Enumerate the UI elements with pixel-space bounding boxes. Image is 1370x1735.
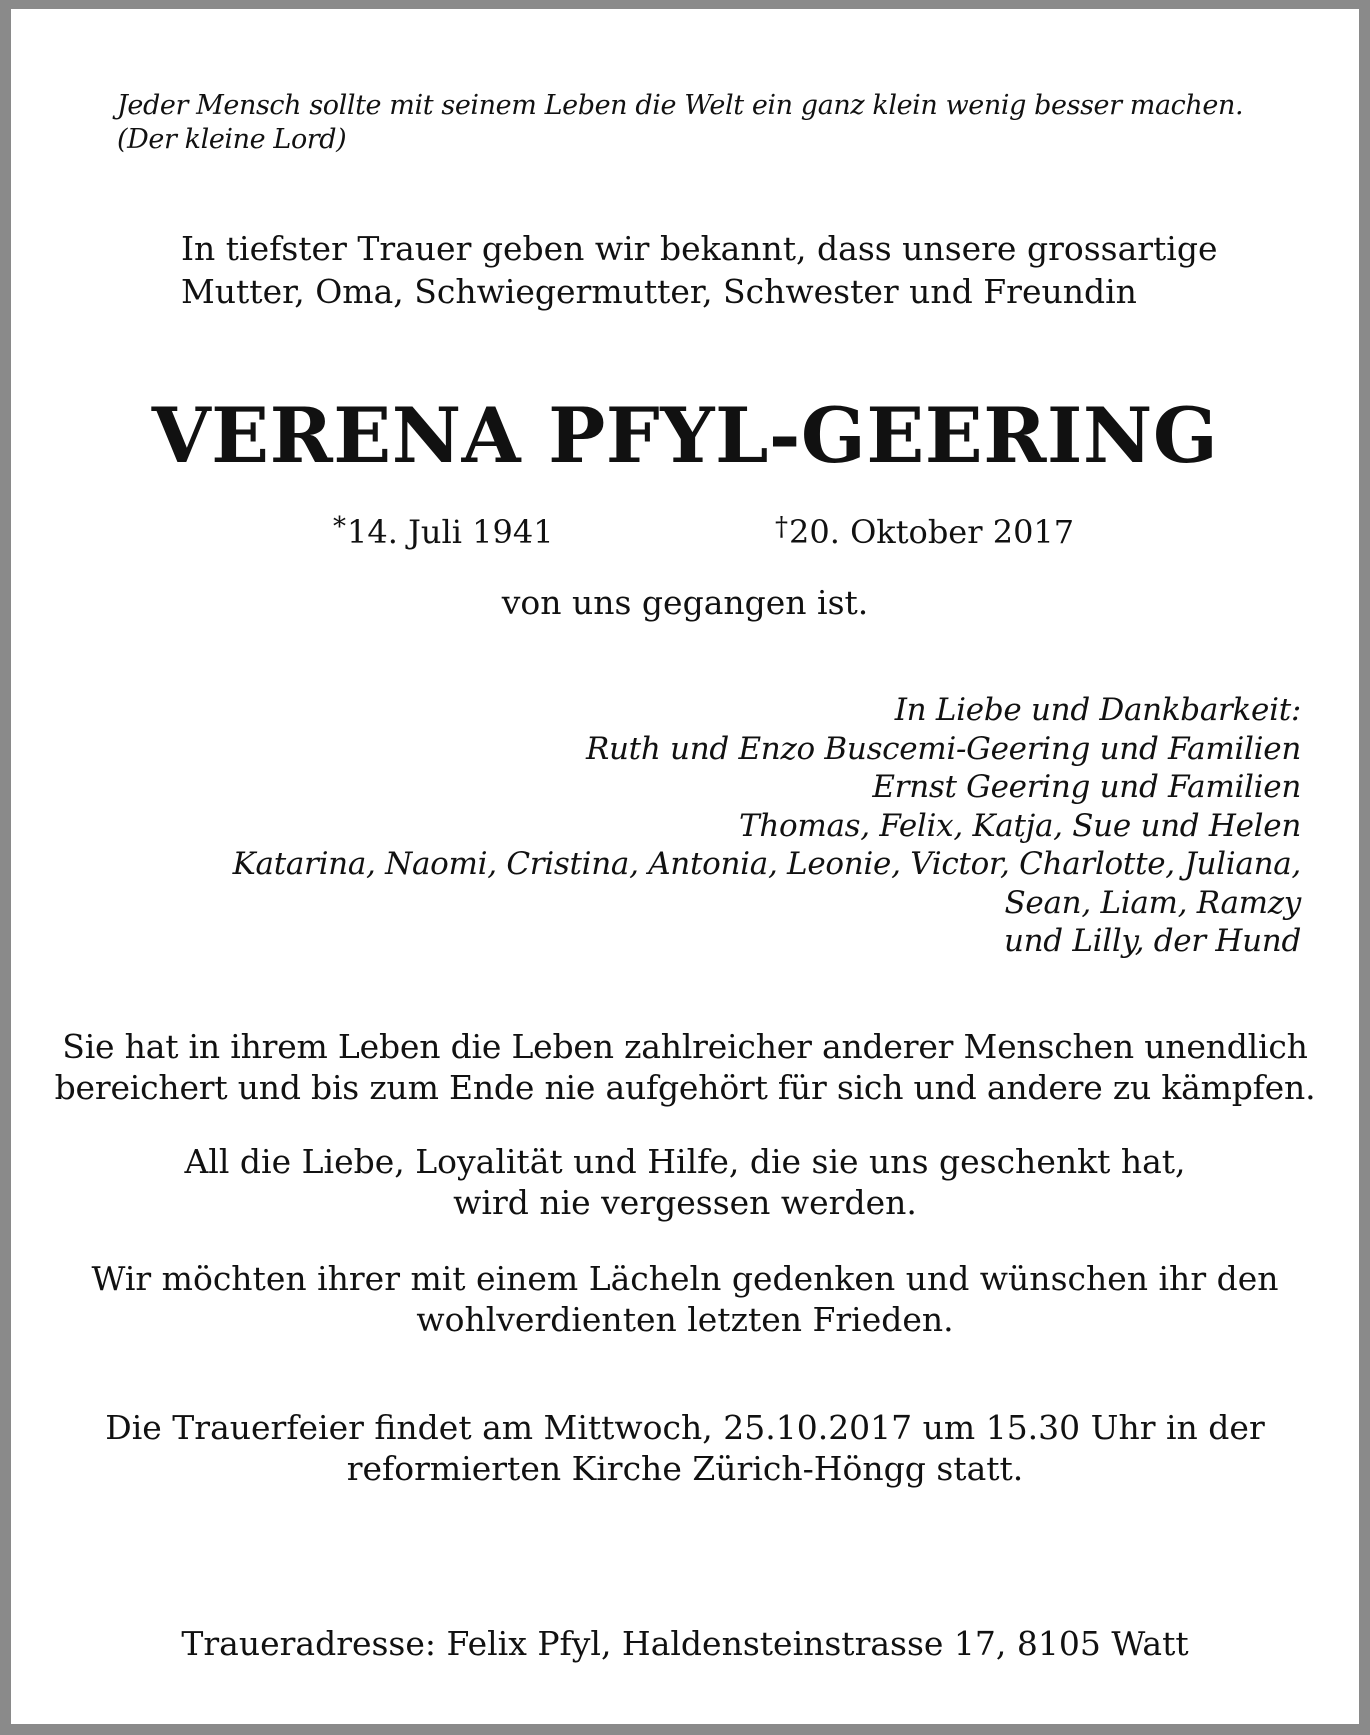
motto-quote [117,89,1243,157]
mourner-line: Sean, Liam, Ramzy [1004,884,1301,921]
tribute-paragraph [11,1026,1359,1108]
motto-line: Jeder Mensch sollte mit seinem Leben die Welt ein ganz klein wenig besser machen. [117,90,1244,121]
passed-away-text: von uns gegangen ist. [501,583,869,622]
motto-attribution: (Der kleine Lord) [117,124,347,155]
funeral-service-info [11,1407,1359,1489]
deceased-name: VERENA PFYL-GEERING [151,391,1219,480]
paragraph-line: Die Trauerfeier findet am Mittwoch, 25.10.2017 um 15.30 Uhr in der [105,1408,1265,1447]
paragraph-line: wird nie vergessen werden. [453,1183,917,1222]
paragraph-line: All die Liebe, Loyalität und Hilfe, die sie uns geschenkt hat, [184,1142,1186,1181]
mourner-line: Ernst Geering und Familien [872,769,1301,805]
intro-text [181,227,1218,313]
mourner-line: und Lilly, der Hund [1003,923,1301,959]
mourner-line: Ruth und Enzo Buscemi-Geering und Familien [585,730,1301,767]
mourners-block [233,691,1301,961]
death-date-text: 20. Oktober 2017 [789,513,1075,551]
obituary-page [11,9,1359,1724]
mourners-heading: In Liebe und Dankbarkeit: [894,692,1301,728]
paragraph-line: Sie hat in ihrem Leben die Leben zahlreicher anderer Menschen unendlich [62,1027,1308,1066]
mourner-line: Katarina, Naomi, Cristina, Antonia, Leonie, Victor, Charlotte, Juliana, [232,846,1301,882]
death-symbol: † [775,512,788,542]
paragraph-line: reformierten Kirche Zürich-Höngg statt. [346,1449,1024,1488]
intro-line: In tiefster Trauer geben wir bekannt, dass unsere grossartige [181,229,1218,268]
death-date [775,507,1074,552]
birth-symbol: * [333,512,346,542]
paragraph-line: Wir möchten ihrer mit einem Lächeln gedenken und wünschen ihr den [91,1259,1279,1298]
tribute-paragraph [11,1258,1359,1340]
mourner-line: Thomas, Felix, Katja, Sue und Helen [738,807,1301,844]
intro-line: Mutter, Oma, Schwiegermutter, Schwester und Freundin [181,272,1137,311]
mourning-address: Traueradresse: Felix Pfyl, Haldensteinstrasse 17, 8105 Watt [181,1624,1189,1663]
birth-date [333,507,554,552]
paragraph-line: bereichert und bis zum Ende nie aufgehört für sich und andere zu kämpfen. [54,1068,1316,1107]
tribute-paragraph [11,1141,1359,1223]
paragraph-line: wohlverdienten letzten Frieden. [416,1300,954,1339]
birth-date-text: 14. Juli 1941 [347,513,554,551]
